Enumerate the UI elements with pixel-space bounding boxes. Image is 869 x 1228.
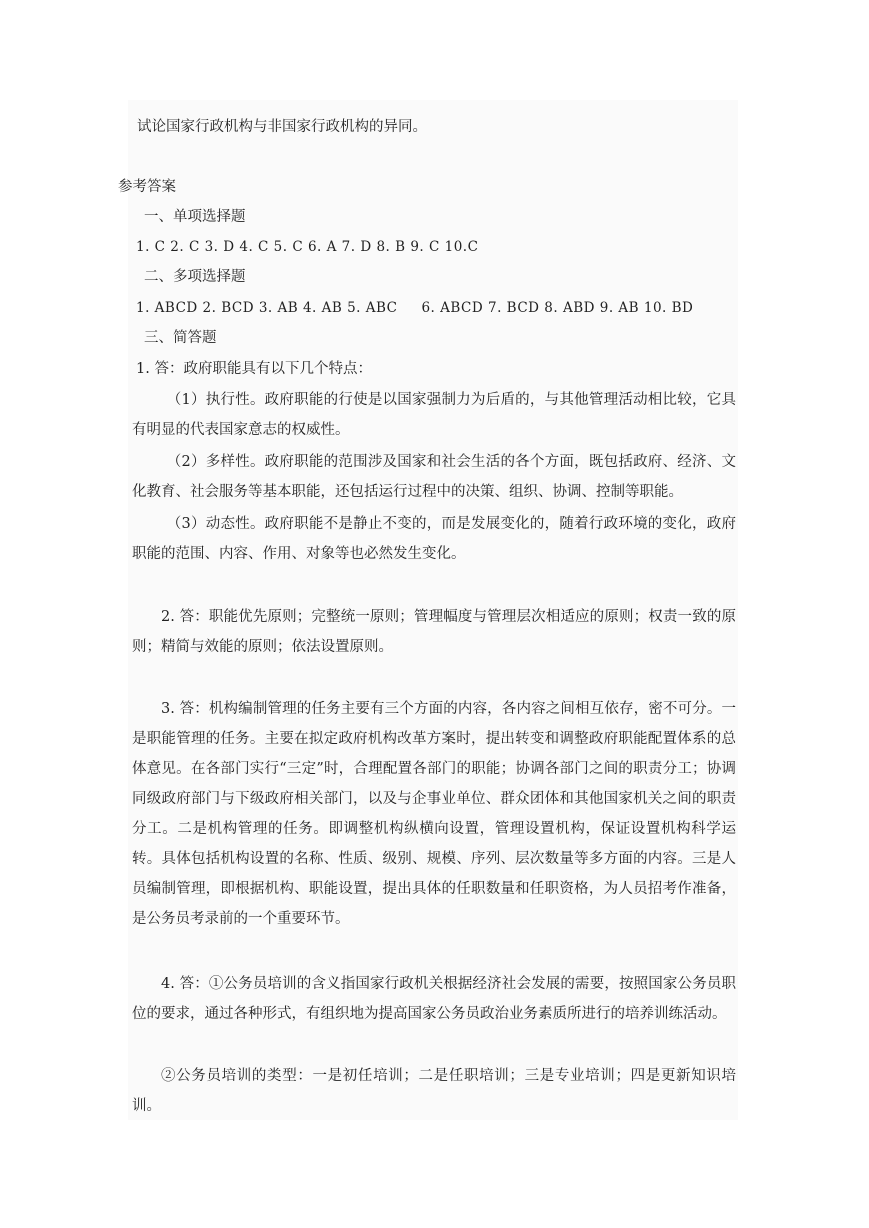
q1-point-1: （1）执行性。政府职能的行使是以国家强制力为后盾的，与其他管理活动相比较，它具有明显的代表国家意志的权威性。	[132, 392, 736, 438]
q4-answer-part-2: ②公务员培训的类型：一是初任培训；二是任职培训；三是专业培训；四是更新知识培训。	[132, 1068, 736, 1114]
q2-answer: 2. 答：职能优先原则；完整统一原则；管理幅度与管理层次相适应的原则；权责一致的原则；精简与效能的原则；依法设置原则。	[132, 609, 736, 655]
q1-intro: 1. 答：政府职能具有以下几个特点：	[136, 361, 372, 377]
single-choice-heading: 一、单项选择题	[144, 209, 246, 225]
single-choice-answers: 1. C 2. C 3. D 4. C 5. C 6. A 7. D 8. B 9. C 10.C	[136, 239, 479, 255]
q1-point-2: （2）多样性。政府职能的范围涉及国家和社会生活的各个方面，既包括政府、经济、文化教育、社会服务等基本职能，还包括运行过程中的决策、组织、协调、控制等职能。	[132, 454, 736, 500]
question-text: 试论国家行政机构与非国家行政机构的异同。	[137, 119, 427, 135]
q4-answer-part-1: 4. 答：①公务员培训的含义指国家行政机关根据经济社会发展的需要，按照国家公务员职位的要求，通过各种形式，有组织地为提高国家公务员政治业务素质所进行的培养训练活动。	[132, 976, 736, 1022]
q1-point-3: （3）动态性。政府职能不是静止不变的，而是发展变化的，随着行政环境的变化，政府职能的范围、内容、作用、对象等也必然发生变化。	[132, 516, 736, 562]
multiple-choice-heading: 二、多项选择题	[144, 269, 246, 285]
q3-answer: 3. 答：机构编制管理的任务主要有三个方面的内容，各内容之间相互依存，密不可分。一是职能管理的任务。主要在拟定政府机构改革方案时，提出转变和调整政府职能配置体系的总体意见。在各部门实行“三定”时，合理配置各部门的职能；协调各部门之间的职责分工；协调同级政府部门与下级政府相关部门，以及与企事业单位、群众团体和其他国家机关之间的职责分工。二是机构管理的任务。即调整机构纵横向设置，管理设置机构，保证设置机构科学运转。具体包括机构设置的名称、性质、级别、规模、序列、层次数量等多方面的内容。三是人员编制管理，即根据机构、职能设置，提出具体的任职数量和任职资格，为人员招考作准备，是公务员考录前的一个重要环节。	[132, 701, 736, 927]
short-answer-heading: 三、简答题	[144, 330, 217, 346]
answer-title: 参考答案	[118, 179, 176, 195]
multiple-choice-answers: 1. ABCD 2. BCD 3. AB 4. AB 5. ABC 6. ABCD 7. BCD 8. ABD 9. AB 10. BD	[136, 300, 694, 316]
